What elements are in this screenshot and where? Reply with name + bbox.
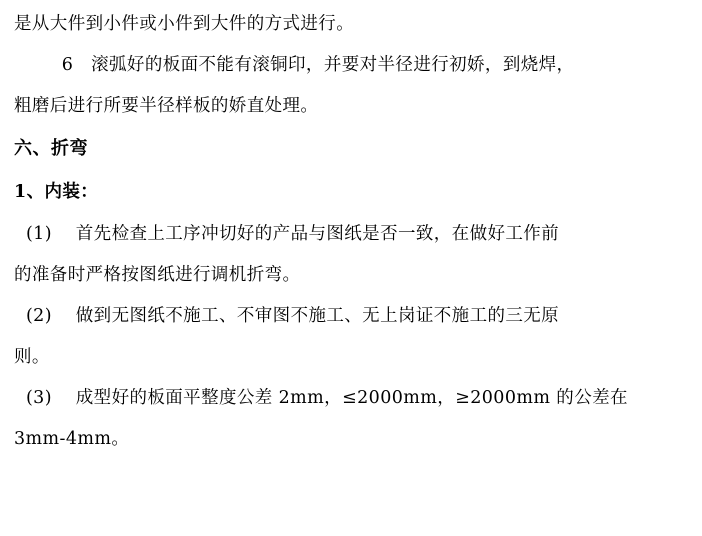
paragraph-item-3-continued: 3mm-4mm。	[14, 429, 130, 449]
paragraph-item-1: (1) 首先检查上工序冲切好的产品与图纸是否一致，在做好工作前	[14, 224, 560, 244]
paragraph-line-1: 是从大件到小件或小件到大件的方式进行。	[14, 14, 355, 34]
paragraph-item-2-continued: 则。	[14, 347, 50, 367]
paragraph-item-2: (2) 做到无图纸不施工、不审图不施工、无上岗证不施工的三无原	[14, 306, 560, 326]
subsection-heading-1: 1、内装：	[14, 182, 99, 202]
paragraph-item-3: (3) 成型好的板面平整度公差 2mm，≤2000mm，≥2000mm 的公差在	[14, 388, 628, 408]
paragraph-item-1-continued: 的准备时严格按图纸进行调机折弯。	[14, 265, 301, 285]
paragraph-item-6: 6 滚弧好的板面不能有滚铜印，并要对半径进行初娇，到烧焊，	[14, 55, 575, 75]
section-heading-six: 六、折弯	[14, 138, 88, 159]
paragraph-item-6-continued: 粗磨后进行所要半径样板的娇直处理。	[14, 96, 319, 116]
